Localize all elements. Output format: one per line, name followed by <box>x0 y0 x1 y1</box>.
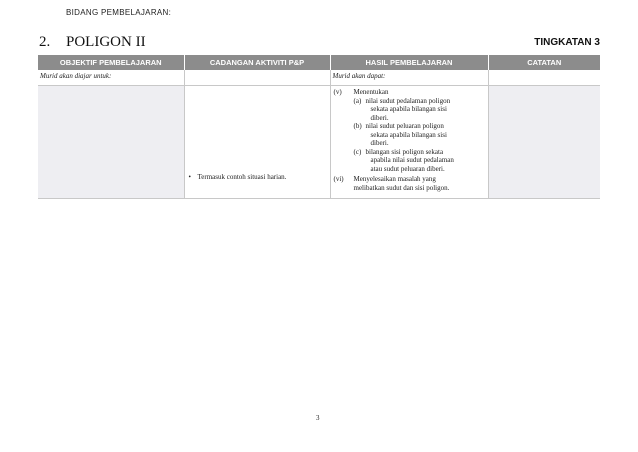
aktiviti-bullet-text: Termasuk contoh situasi harian. <box>197 173 287 181</box>
hasil-c-label: (c) <box>353 147 362 156</box>
hasil-v-text: Menentukan <box>353 88 389 96</box>
header-objektif: OBJEKTIF PEMBELAJARAN <box>38 55 184 70</box>
objektif-intro: Murid akan diajar untuk: <box>38 70 184 86</box>
hasil-c-line3: atau sudut peluaran diberi. <box>370 164 445 173</box>
catatan-intro-empty <box>488 70 600 86</box>
aktiviti-cell <box>184 86 330 199</box>
hasil-vi-line2: melibatkan sudut dan sisi poligon. <box>353 183 450 192</box>
hasil-c-line2: apabila nilai sudut pedalaman <box>370 156 454 164</box>
page-number: 3 <box>316 414 320 422</box>
bidang-pembelajaran-label: BIDANG PEMBELAJARAN: <box>66 8 172 17</box>
catatan-cell <box>488 86 600 199</box>
chapter-heading <box>39 34 146 51</box>
hasil-a-label: (a) <box>353 96 362 105</box>
hasil-vi-line1: Menyelesaikan masalah yang <box>353 175 436 183</box>
header-catatan: CATATAN <box>488 55 600 70</box>
tingkatan-label: TINGKATAN 3 <box>534 37 600 48</box>
hasil-c-line1: bilangan sisi poligon sekata <box>365 147 444 156</box>
bullet-dot-icon: • <box>188 173 191 181</box>
table-header-row <box>38 55 600 70</box>
hasil-vi-label: (vi) <box>333 175 344 183</box>
hasil-b-line3: diberi. <box>370 139 389 147</box>
chapter-number: 2. <box>39 34 51 50</box>
hasil-a-line3: diberi. <box>370 113 389 122</box>
content-row <box>38 86 600 199</box>
aktiviti-intro-empty <box>184 70 330 86</box>
hasil-b-line2: sekata apabila bilangan sisi <box>370 130 447 139</box>
hasil-b-line1: nilai sudut peluaran poligon <box>365 122 444 130</box>
hasil-v-label: (v) <box>333 88 342 96</box>
intro-row <box>38 70 600 86</box>
hasil-intro: Murid akan dapat: <box>330 70 488 86</box>
hasil-a-line1: nilai sudut pedalaman poligon <box>365 96 451 105</box>
header-hasil: HASIL PEMBELAJARAN <box>330 55 488 70</box>
aktiviti-bullet-item <box>189 173 287 181</box>
syllabus-table <box>38 55 600 199</box>
header-aktiviti: CADANGAN AKTIVITI P&P <box>184 55 330 70</box>
chapter-title: POLIGON II <box>66 34 146 50</box>
hasil-cell <box>330 86 488 199</box>
hasil-b-label: (b) <box>353 122 362 130</box>
objektif-cell <box>38 86 184 199</box>
hasil-a-line2: sekata apabila bilangan sisi <box>370 105 447 113</box>
